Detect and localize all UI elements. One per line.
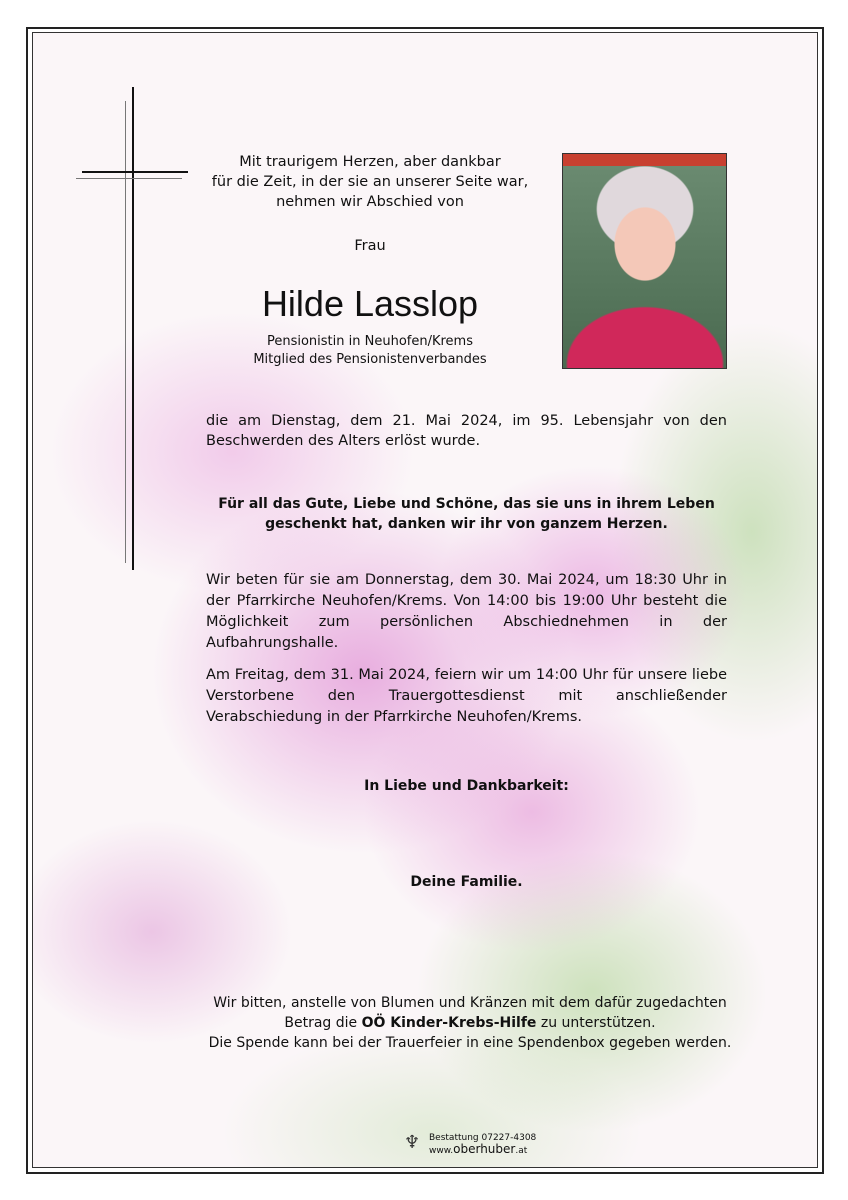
roles (200, 333, 540, 369)
intro-line: für die Zeit, in der sie an unserer Seite war, (211, 174, 529, 190)
company-phone: 07227-4308 (481, 1133, 537, 1143)
portrait-photo (562, 153, 727, 369)
donation-text-post: zu unterstützen. (536, 1015, 656, 1031)
url-pre: www. (429, 1146, 454, 1156)
footer-url (429, 1144, 536, 1157)
intro-line: nehmen wir Abschied von (276, 194, 464, 210)
thanks-line: geschenkt hat, danken wir ihr von ganzem Herzen. (265, 516, 668, 532)
thanks-line: Für all das Gute, Liebe und Schöne, das sie uns in ihrem Leben (218, 496, 715, 512)
company-label: Bestattung (429, 1133, 479, 1143)
donation-line: Wir bitten, anstelle von Blumen und Kränzen mit dem dafür zugedachten (213, 995, 727, 1011)
donation-text (190, 993, 750, 1053)
donation-text-pre: Betrag die (284, 1015, 362, 1031)
role-line: Pensionistin in Neuhofen/Krems (266, 334, 473, 349)
url-post: .at (515, 1146, 528, 1156)
closing-text: In Liebe und Dankbarkeit: (364, 778, 569, 794)
intro-text (200, 152, 540, 212)
role-line: Mitglied des Pensionistenverbandes (253, 352, 487, 367)
prayer-text: Wir beten für sie am Donnerstag, dem 30. Mai 2024, um 18:30 Uhr in der Pfarrkirche Neuhofen/Krems. Von 14:00 bis 19:00 Uhr besteht die Möglichkeit zum persönlichen Abschiednehmen in der Aufbahrungshalle. (206, 572, 727, 651)
charity-name: OÖ Kinder-Krebs-Hilfe (361, 1015, 537, 1031)
signature: Deine Familie. (410, 874, 523, 890)
url-main: oberhuber (453, 1142, 516, 1156)
donation-line (190, 1013, 750, 1033)
thanks-text (206, 494, 727, 534)
footer (429, 1133, 536, 1157)
deceased-name: Hilde Lasslop (261, 283, 479, 324)
funeral-text: Am Freitag, dem 31. Mai 2024, feiern wir um 14:00 Uhr für unsere liebe Verstorbene den Trauergottesdienst mit anschließender Verabschiedung in der Pfarrkirche Neuhofen/Krems. (206, 667, 727, 725)
intro-line: Mit traurigem Herzen, aber dankbar (239, 154, 501, 170)
salutation: Frau (354, 238, 386, 254)
death-text: die am Dienstag, dem 21. Mai 2024, im 95. Lebensjahr von den Beschwerden des Alters erlöst wurde. (206, 413, 727, 449)
funeral-home-logo-icon: ♆ (404, 1132, 421, 1153)
donation-line: Die Spende kann bei der Trauerfeier in eine Spendenbox gegeben werden. (208, 1035, 732, 1051)
